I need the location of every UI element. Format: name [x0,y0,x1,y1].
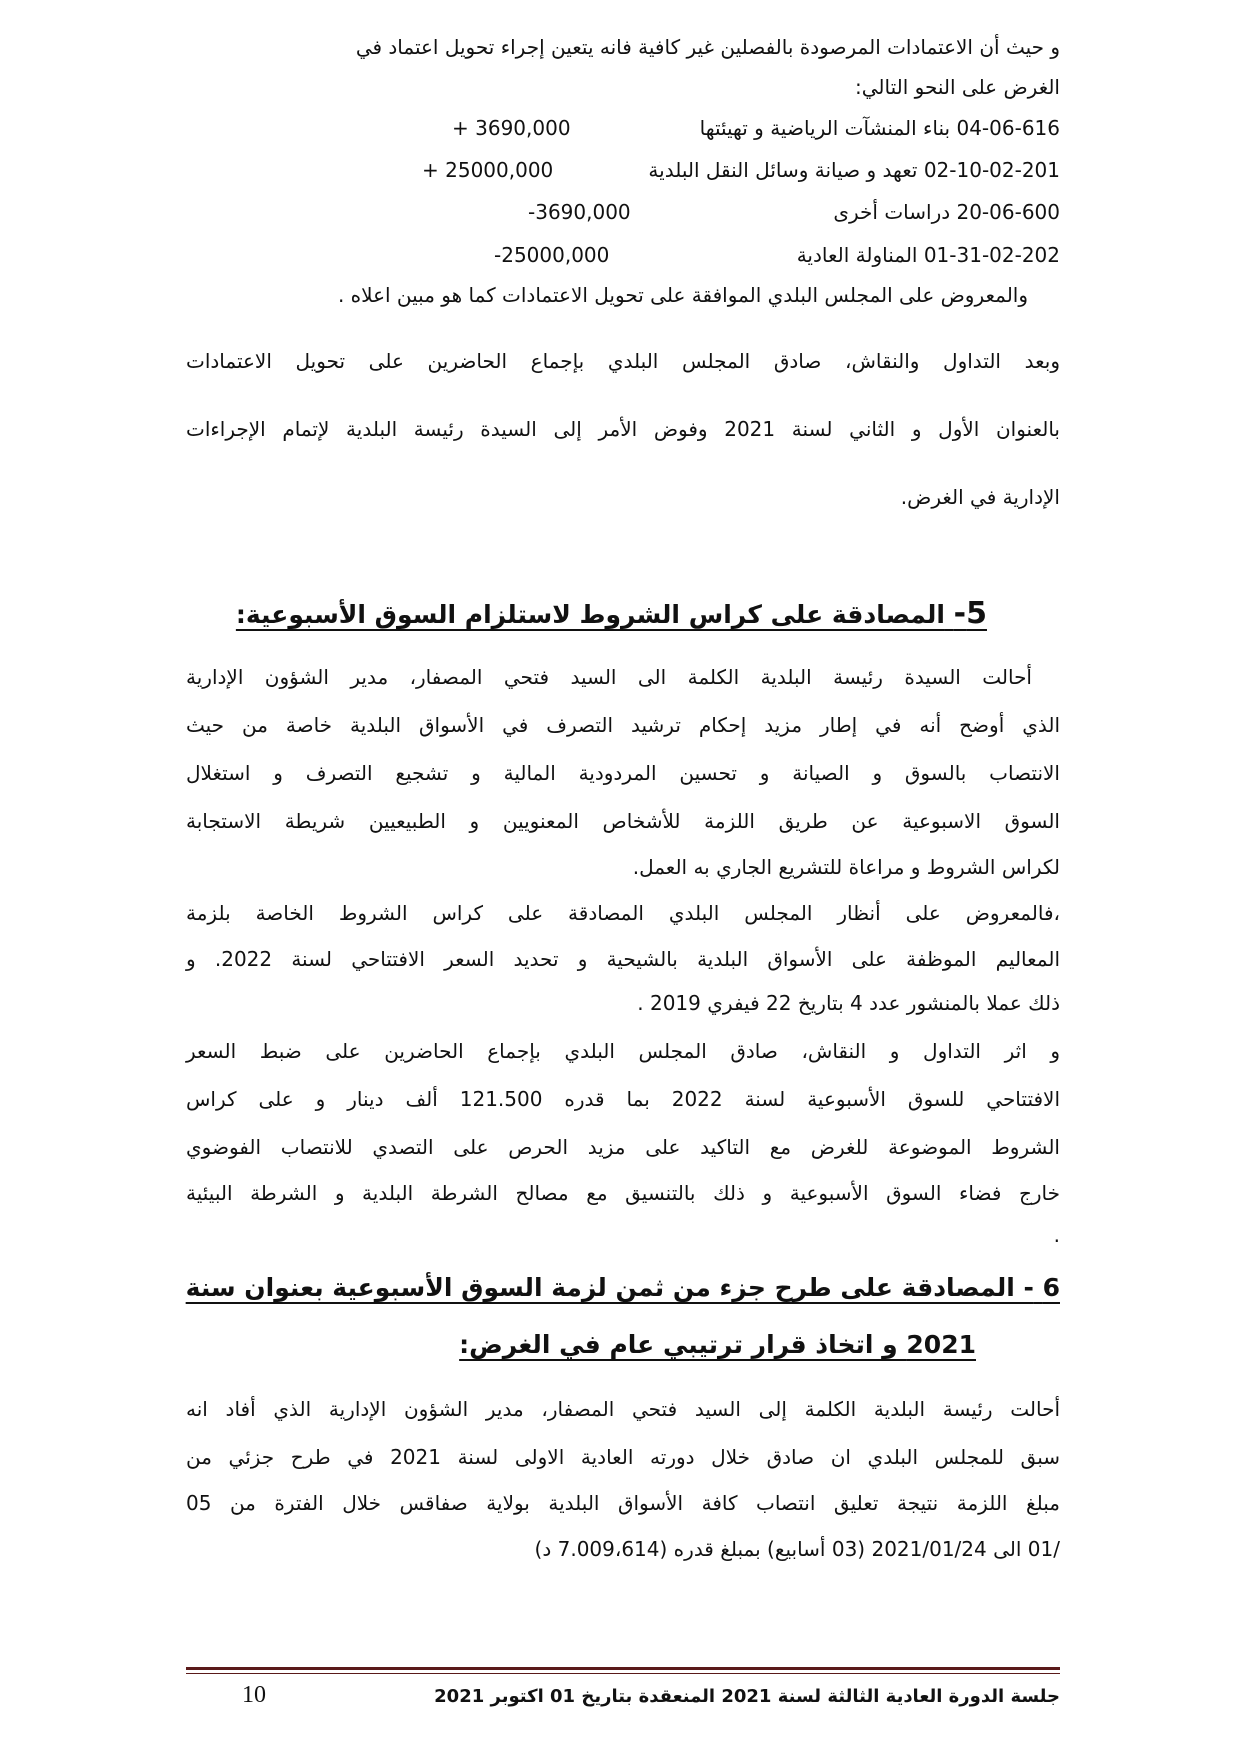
section-5-para-3-line: الافتتاحي للسوق الأسبوعية لسنة 2022 بما قدره 121.500 ألف دينار و على كراس [186,1087,1060,1111]
section-5-para-3-line: الشروط الموضوعة للغرض مع التاكيد على مزيد الحرص على التصدي للانتصاب الفوضوي [186,1135,1060,1159]
section-6-title-line-2: 2021 و اتخاذ قرار ترتيبي عام في الغرض: [459,1330,976,1359]
section-5-title: المصادقة على كراس الشروط لاستلزام السوق الأسبوعية: [235,600,945,629]
section-5-heading [236,596,987,633]
intro-line-1: و حيث أن الاعتمادات المرصودة بالفصلين غير كافية فانه يتعين إجراء تحويل اعتماد في [355,35,1060,59]
section-6-number: 6 [1042,1273,1060,1302]
footer-rule [186,1667,1060,1670]
section-5-para-1-line: لكراس الشروط و مراعاة للتشريع الجاري به العمل. [632,855,1060,879]
section-5-para-1-line: الانتصاب بالسوق و الصيانة و تحسين المردودية المالية و تشجيع التصرف و استغلال [186,761,1060,785]
section-5-number: 5- [953,596,987,631]
section-5-para-1-line: السوق الاسبوعية عن طريق اللزمة للأشخاص المعنويين و الطبيعيين شريطة الاستجابة [186,809,1060,833]
section-5-para-1-line: الذي أوضح أنه في إطار مزيد إحكام ترشيد التصرف في الأسواق البلدية خاصة من حيث [186,713,1060,737]
decision-line-2: بالعنوان الأول و الثاني لسنة 2021 وفوض الأمر إلى السيدة رئيسة البلدية لإتمام الإجراءات [186,417,1060,441]
section-6-para-line: /01 الى 2021/01/24 (03 أسابيع) بمبلغ قدره (7.009،614 د) [534,1537,1060,1561]
transfer-label: 04-06-616 بناء المنشآت الرياضية و تهيئتها [699,116,1060,140]
transfer-label: 02-10-02-201 تعهد و صيانة وسائل النقل البلدية [648,158,1060,182]
decision-line-3: الإدارية في الغرض. [900,485,1060,509]
transfer-amount: -3690,000 [528,200,631,224]
section-5-para-3-line: خارج فضاء السوق الأسبوعية و ذلك بالتنسيق مع مصالح الشرطة البلدية و الشرطة البيئية [186,1181,1060,1205]
section-5-para-2-line: المعاليم الموظفة على الأسواق البلدية بالشيحية و تحديد السعر الافتتاحي لسنة 2022. و [186,947,1060,971]
section-5-para-3-line: . [1053,1223,1060,1247]
transfer-amount: -25000,000 [494,243,610,267]
intro-line-2: الغرض على النحو التالي: [854,75,1060,99]
section-6-para-line: سبق للمجلس البلدي ان صادق خلال دورته العادية الاولى لسنة 2021 في طرح جزئي من [186,1445,1060,1469]
section-5-para-3-line: و اثر التداول و النقاش، صادق المجلس البلدي بإجماع الحاضرين على ضبط السعر [186,1039,1060,1063]
decision-line-1: وبعد التداول والنقاش، صادق المجلس البلدي بإجماع الحاضرين على تحويل الاعتمادات [186,349,1060,373]
section-6-heading [186,1270,1060,1306]
section-6-para-line: مبلغ اللزمة نتيجة تعليق انتصاب كافة الأسواق البلدية بولاية صفاقس خلال الفترة من 05 [186,1491,1060,1515]
proposal-text: والمعروض على المجلس البلدي الموافقة على تحويل الاعتمادات كما هو مبين اعلاه . [337,283,1028,307]
section-5-para-2-line: ذلك عملا بالمنشور عدد 4 بتاريخ 22 فيفري 2019 . [637,991,1060,1015]
page-number: 10 [242,1682,266,1708]
footer-rule-thin [186,1673,1060,1674]
section-6-para-line: أحالت رئيسة البلدية الكلمة إلى السيد فتحي المصفار، مدير الشؤون الإدارية الذي أفاد انه [186,1397,1060,1421]
section-5-para-2-line: ،فالمعروض على أنظار المجلس البلدي المصادقة على كراس الشروط الخاصة بلزمة [186,901,1060,925]
transfer-label: 20-06-600 دراسات أخرى [833,200,1060,224]
transfer-amount: + 25000,000 [422,158,554,182]
transfer-label: 01-31-02-202 المناولة العادية [796,243,1060,267]
section-5-para-1-line: أحالت السيدة رئيسة البلدية الكلمة الى السيد فتحي المصفار، مدير الشؤون الإدارية [186,665,1032,689]
transfer-amount: + 3690,000 [452,116,571,140]
footer-session-text: جلسة الدورة العادية الثالثة لسنة 2021 المنعقدة بتاريخ 01 اكتوبر 2021 [434,1686,1060,1707]
section-6-title-line-1: - المصادقة على طرح جزء من ثمن لزمة السوق الأسبوعية بعنوان سنة [185,1273,1034,1302]
